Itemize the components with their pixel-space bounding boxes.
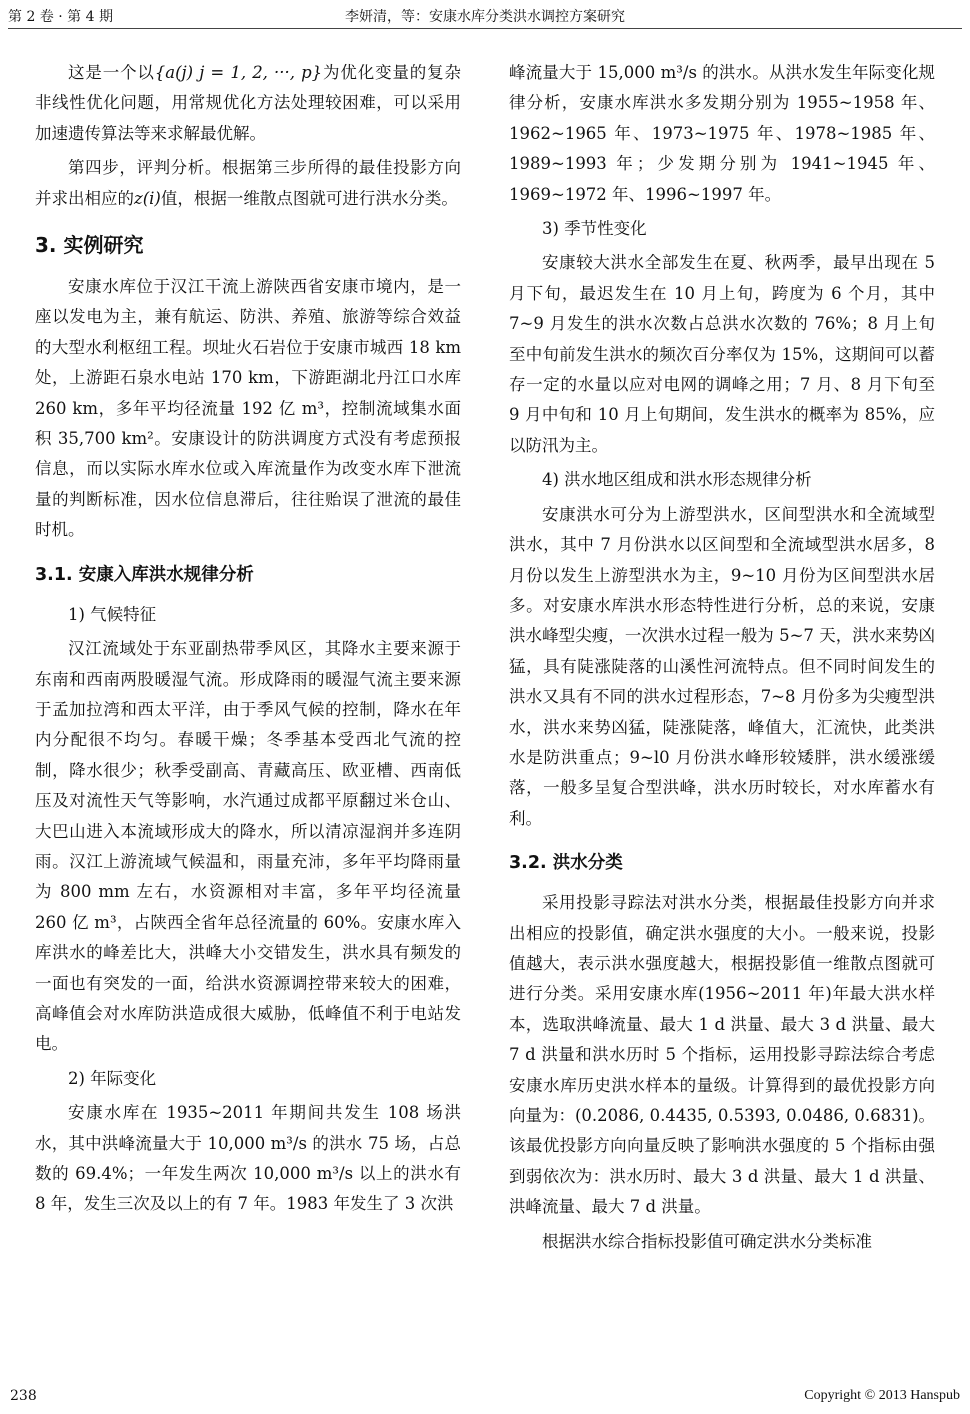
text: 值，根据一维散点图就可进行洪水分类。 (160, 188, 458, 208)
subheading-seasonal: 3) 季节性变化 (542, 219, 647, 239)
subheading-interannual: 2) 年际变化 (68, 1068, 157, 1088)
paragraph-climate: 汉江流域处于东亚副热带季风区，其降水主要来源于东南和西南两股暖湿气流。形成降雨的暖湿气流主要来源于孟加拉湾和西太平洋，由于季风气候的控制，降水在年内分配很不均匀。春暖干燥；冬季基本受西北气流的控制，降水很少；秋季受副高、青藏高压、欧亚槽、西南低压及对流性天气等影响，水汽通过成都平原翻过米仓山、大巴山进入本流域形成大的降水，所以清凉湿润并多连阴雨。汉江上游流域气候温和，雨量充沛，多年平均降雨量为 800 mm 左右，水资源相对丰富，多年平均径流量 260 亿 m³，占陕西全省年总径流量的 60%。安康水库入库洪水的峰差比大，洪峰大小交错发生，洪水具有频发的一面也有突发的一面，给洪水资源调控带来较大的困难，高峰值会对水库防洪造成很大威胁，低峰值不利于电站发电。 (35, 639, 461, 1054)
math-variable-set: {a(j) j = 1, 2, ···, p} (154, 63, 323, 82)
section-heading-3-2: 3.2. 洪水分类 (509, 853, 623, 874)
paragraph-flood-classification: 采用投影寻踪法对洪水分类，根据最佳投影方向并求出相应的投影值，确定洪水强度的大小。一般来说，投影值越大，表示洪水强度越大，根据投影值一维散点图就可进行分类。采用安康水库(1956~2011 年)年最大洪水样本，选取洪峰流量、最大 1 d 洪量、最大 3 d 洪量、最大 7 d 洪量和洪水历时 5 个指标，运用投影寻踪法综合考虑安康水库历史洪水样本的量级。计算得到的最优投影方向向量为：(0.2086, 0.4435, 0.5393, 0.0486, 0.6831)。该最优投影方向向量反映了影响洪水强度的 5 个指标由强到弱依次为：洪水历时、最大 3 d 洪量、最大 1 d 洪量、洪峰流量、最大 7 d 洪量。 (509, 893, 936, 1217)
paragraph-flood-composition: 安康洪水可分为上游型洪水，区间型洪水和全流域型洪水，其中 7 月份洪水以区间型和全流域型洪水居多，8 月份以发生上游型洪水为主，9~10 月份为区间型洪水居多。对安康水库洪水形态特性进行分析，总的来说，安康洪水峰型尖瘦，一次洪水过程一般为 5~7 天，洪水来势凶猛，具有陡涨陡落的山溪性河流特点。但不同时间发生的洪水又具有不同的洪水过程形态，7~8 月份多为尖瘦型洪水，洪水来势凶猛，陡涨陡落，峰值大，汇流快，此类洪水是防洪重点；9~l0 月份洪水峰形较矮胖，洪水缓涨缓落，一般多呈复合型洪峰，洪水历时较长，对水库蓄水有利。 (509, 504, 935, 828)
paragraph-ankang-reservoir: 安康水库位于汉江干流上游陕西省安康市境内，是一座以发电为主，兼有航运、防洪、养殖、旅游等综合效益的大型水利枢纽工程。坝址火石岩位于安康市城西 18 km 处，上游距石泉水电站 170 km，下游距湖北丹江口水库 260 km，多年平均径流量 192 亿 m³，控制流域集水面积 35,700 km²。安康设计的防洪调度方式没有考虑预报信息，而以实际水库水位或入库流量作为改变水库下泄流量的判断标准，因水位信息滞后，往往贻误了泄流的最佳时机。 (35, 277, 461, 540)
subheading-climate: 1) 气候特征 (68, 604, 157, 624)
paragraph-classification-standard: 根据洪水综合指标投影值可确定洪水分类标准 (542, 1231, 872, 1251)
text: 为优化变量的复杂非线性优化问题，用常规优化方法处理较困难，可以采用加速遗传算法等来求解最优解。 (35, 63, 462, 143)
running-header (8, 3, 962, 29)
math-z-i: z(i) (134, 188, 161, 208)
section-heading-3-1: 3.1. 安康入库洪水规律分析 (35, 564, 254, 585)
paragraph-seasonal: 安康较大洪水全部发生在夏、秋两季，最早出现在 5 月下旬，最迟发生在 10 月上旬，跨度为 6 个月，其中 7~9 月发生的洪水次数占总洪水次数的 76%；8 月上旬至中旬前发生洪水的频次百分率仅为 15%，这期间可以蓄存一定的水量以应对电网的调峰之用；7 月、8 月下旬至 9 月中旬和 10 月上旬期间，发生洪水的概率为 85%，应以防汛为主。 (509, 253, 935, 455)
page-number: 238 (10, 1388, 37, 1404)
text: 这是一个以 (68, 63, 155, 82)
right-column (509, 58, 935, 1261)
section-heading-3: 3. 实例研究 (35, 233, 144, 258)
paragraph-interannual-cont: 峰流量大于 15,000 m³/s 的洪水。从洪水发生年际变化规律分析，安康水库洪水多发期分别为 1955~1958 年、1962~1965 年、1973~1975 年、1978~1985 年、1989~1993 年；少发期分别为 1941~1945 年、1969~1972 年、1996~1997 年。 (509, 63, 935, 204)
subheading-flood-composition: 4) 洪水地区组成和洪水形态规律分析 (542, 470, 812, 490)
paragraph-step-four (35, 153, 461, 214)
journal-volume-issue: 第 2 卷 · 第 4 期 (8, 9, 113, 25)
left-column (35, 58, 461, 1224)
text: 第四步，评判分析。根据第三步所得的最佳投影方向并求出相应的 (35, 158, 461, 208)
copyright-notice: Copyright © 2013 Hanspub (804, 1388, 960, 1403)
paragraph-optimization (35, 58, 461, 149)
paragraph-interannual: 安康水库在 1935~2011 年期间共发生 108 场洪水，其中洪峰流量大于 10,000 m³/s 的洪水 75 场，占总数的 69.4%；一年发生两次 10,000 m³/s 以上的洪水有 8 年，发生三次及以上的有 7 年。1983 年发生了 3 次洪 (35, 1103, 461, 1214)
running-title: 李妍清，等：安康水库分类洪水调控方案研究 (345, 9, 625, 25)
